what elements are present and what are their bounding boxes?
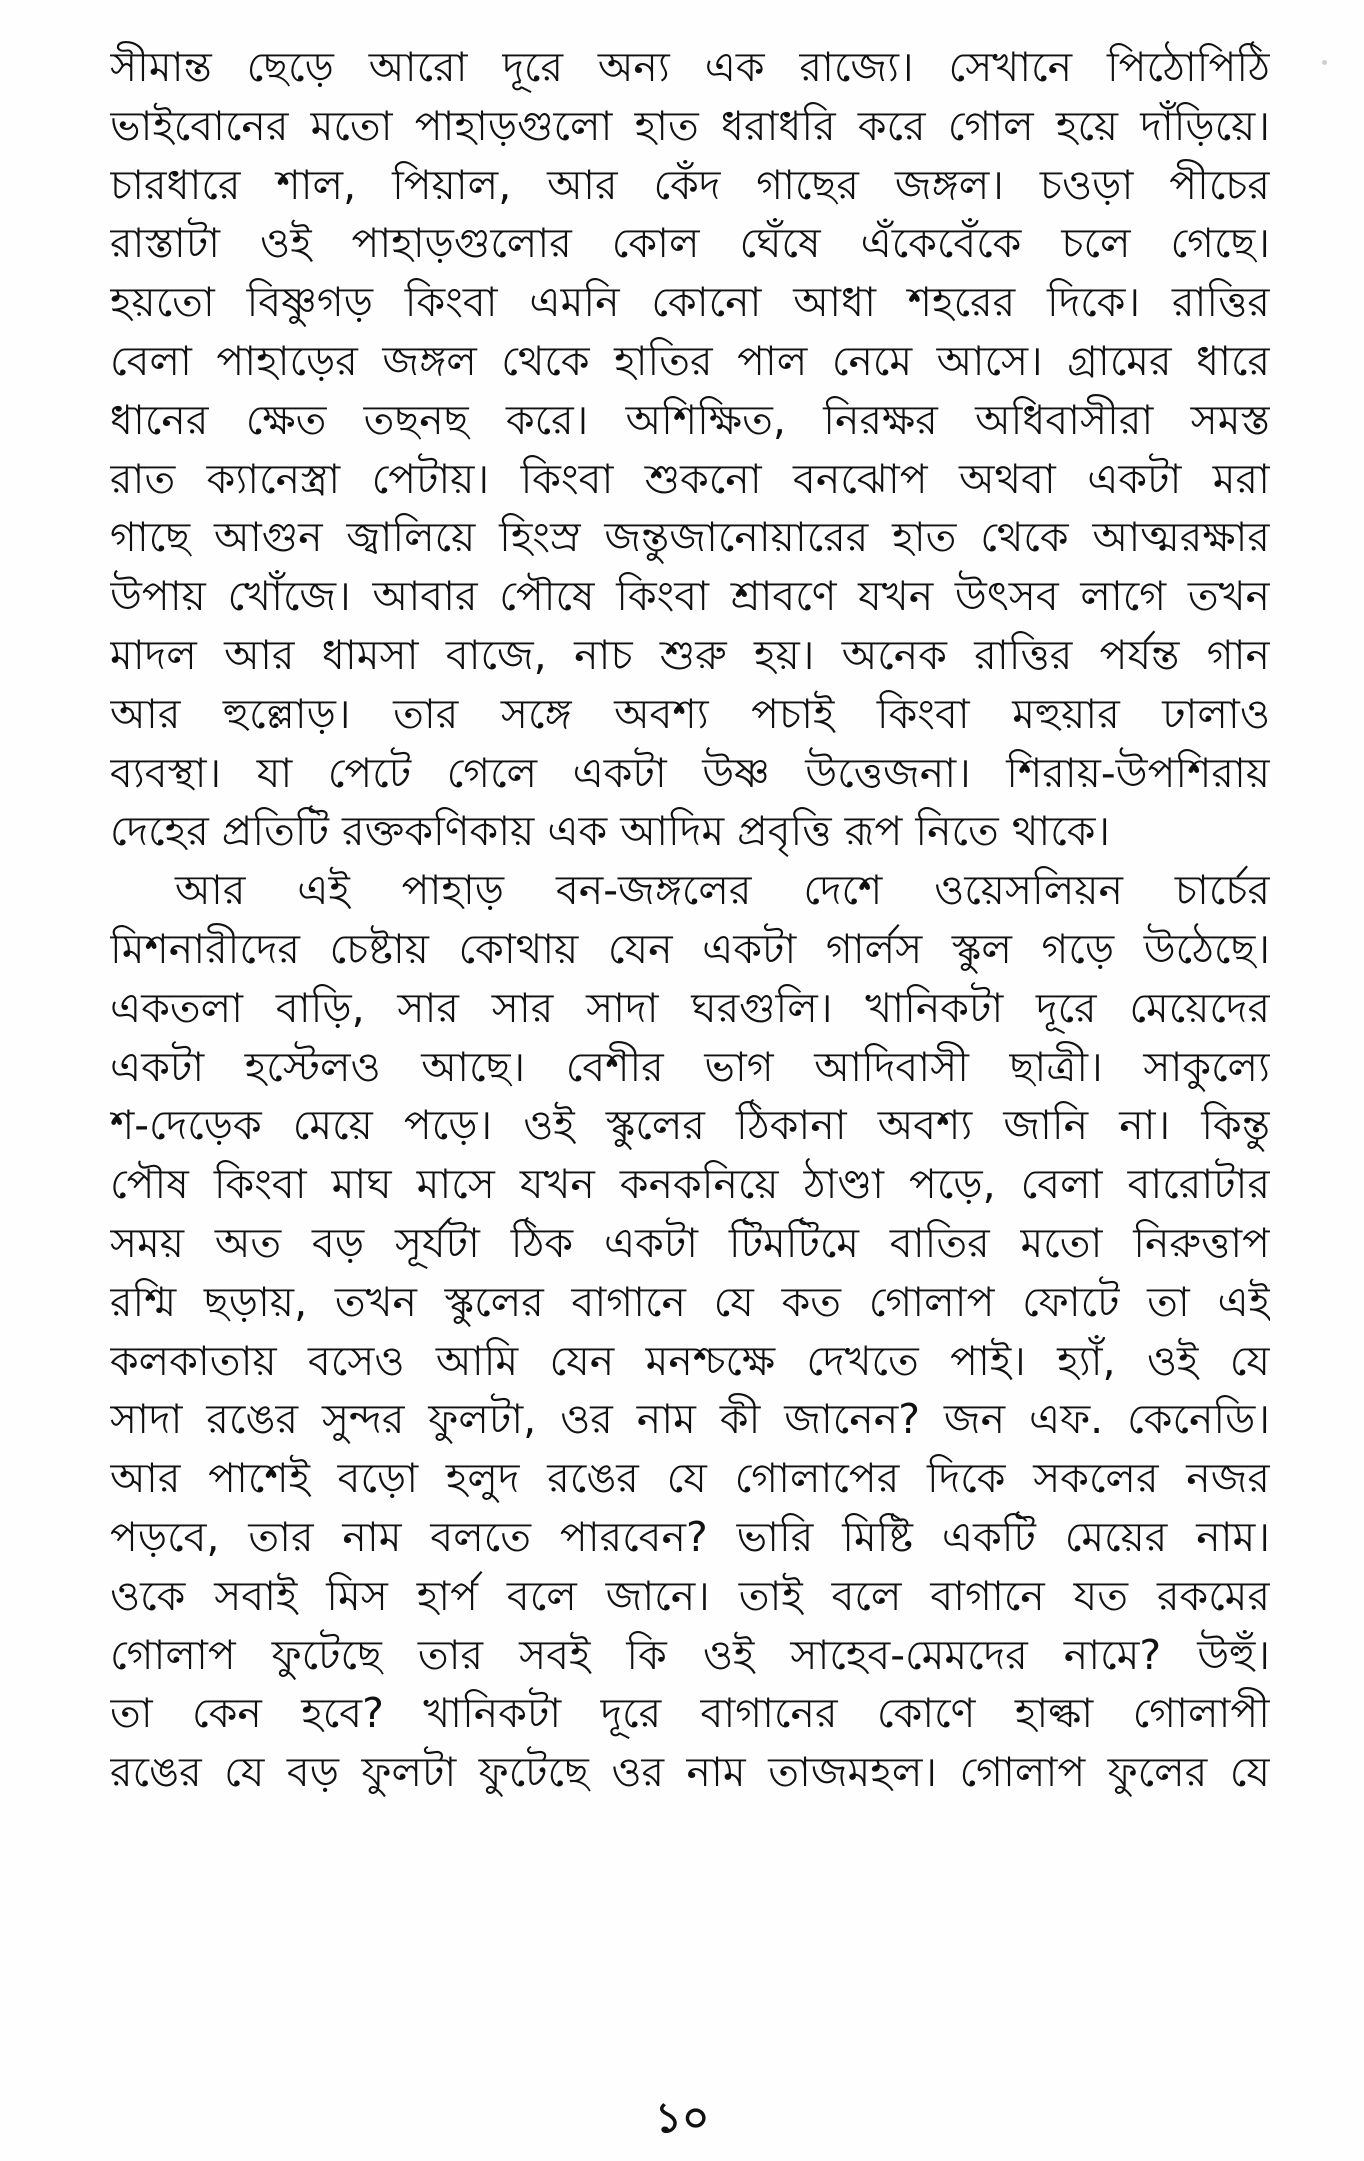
text-line: আর হুল্লোড়। তার সঙ্গে অবশ্য পচাই কিংবা মহুয়ার ঢালাও xyxy=(110,689,1270,738)
text-line: রঙের যে বড় ফুলটা ফুটেছে ওর নাম তাজমহল। গোলাপ ফুলের যে xyxy=(110,1748,1270,1797)
text-line: গোলাপ ফুটেছে তার সবই কি ওই সাহেব-মেমদের নামে? উহুঁ। xyxy=(110,1630,1270,1679)
text-line: আর পাশেই বড়ো হলুদ রঙের যে গোলাপের দিকে সকলের নজর xyxy=(110,1454,1270,1503)
text-line: গাছে আগুন জ্বালিয়ে হিংস্র জন্তুজানোয়ারের হাত থেকে আত্মরক্ষার xyxy=(110,513,1270,562)
paragraph-2 xyxy=(110,861,1270,1802)
text-line: রশ্মি ছড়ায়, তখন স্কুলের বাগানে যে কত গোলাপ ফোটে তা এই xyxy=(110,1277,1270,1326)
text-line: দেহের প্রতিটি রক্তকণিকায় এক আদিম প্রবৃত্তি রূপ নিতে থাকে। xyxy=(110,807,1111,856)
text-line: পৌষ কিংবা মাঘ মাসে যখন কনকনিয়ে ঠাণ্ডা পড়ে, বেলা বারোটার xyxy=(110,1160,1270,1209)
text-line: ধানের ক্ষেত তছনছ করে। অশিক্ষিত, নিরক্ষর অধিবাসীরা সমস্ত xyxy=(110,395,1270,444)
text-line: সময় অত বড় সূর্যটা ঠিক একটা টিমটিমে বাতির মতো নিরুত্তাপ xyxy=(110,1218,1270,1267)
text-line: হয়তো বিষ্ণুগড় কিংবা এমনি কোনো আধা শহরের দিকে। রাত্তির xyxy=(110,278,1270,327)
text-line: আর এই পাহাড় বন-জঙ্গলের দেশে ওয়েসলিয়ন চার্চের xyxy=(175,866,1270,915)
text-line: সীমান্ত ছেড়ে আরো দূরে অন্য এক রাজ্যে। সেখানে পিঠোপিঠি xyxy=(110,43,1270,91)
text-line: ওকে সবাই মিস হার্প বলে জানে। তাই বলে বাগানে যত রকমের xyxy=(110,1571,1270,1620)
page-number: ১০ xyxy=(654,2093,710,2142)
text-line: চারধারে শাল, পিয়াল, আর কেঁদ গাছের জঙ্গল। চওড়া পীচের xyxy=(110,160,1270,209)
text-line: মিশনারীদের চেষ্টায় কোথায় যেন একটা গার্লস স্কুল গড়ে উঠেছে। xyxy=(110,924,1270,973)
body-text xyxy=(110,38,1270,1802)
text-line: কলকাতায় বসেও আমি যেন মনশ্চক্ষে দেখতে পাই। হ্যাঁ, ওই যে xyxy=(110,1336,1270,1385)
text-line: একতলা বাড়ি, সার সার সাদা ঘরগুলি। খানিকটা দূরে মেয়েদের xyxy=(110,983,1270,1032)
text-line: বেলা পাহাড়ের জঙ্গল থেকে হাতির পাল নেমে আসে। গ্রামের ধারে xyxy=(110,336,1270,385)
text-line: উপায় খোঁজে। আবার পৌষে কিংবা শ্রাবণে যখন উৎসব লাগে তখন xyxy=(110,572,1270,621)
text-line: শ-দেড়েক মেয়ে পড়ে। ওই স্কুলের ঠিকানা অবশ্য জানি না। কিন্তু xyxy=(110,1101,1270,1150)
text-line: রাস্তাটা ওই পাহাড়গুলোর কোল ঘেঁষে এঁকেবেঁকে চলে গেছে। xyxy=(110,219,1270,268)
paper-speck xyxy=(1322,60,1327,65)
text-line: মাদল আর ধামসা বাজে, নাচ শুরু হয়। অনেক রাত্তির পর্যন্ত গান xyxy=(110,630,1270,679)
text-line: একটা হস্টেলও আছে। বেশীর ভাগ আদিবাসী ছাত্রী। সাকুল্যে xyxy=(110,1042,1270,1091)
paragraph-1 xyxy=(110,38,1270,861)
text-line: ব্যবস্থা। যা পেটে গেলে একটা উষ্ণ উত্তেজনা। শিরায়-উপশিরায় xyxy=(110,748,1270,797)
text-line: সাদা রঙের সুন্দর ফুলটা, ওর নাম কী জানেন? জন এফ. কেনেডি। xyxy=(110,1395,1270,1444)
text-line: রাত ক্যানেস্ত্রা পেটায়। কিংবা শুকনো বনঝোপ অথবা একটা মরা xyxy=(110,454,1270,503)
text-line: পড়বে, তার নাম বলতে পারবেন? ভারি মিষ্টি একটি মেয়ের নাম। xyxy=(110,1512,1270,1561)
text-line: তা কেন হবে? খানিকটা দূরে বাগানের কোণে হাল্কা গোলাপী xyxy=(110,1689,1270,1738)
text-line: ভাইবোনের মতো পাহাড়গুলো হাত ধরাধরি করে গোল হয়ে দাঁড়িয়ে। xyxy=(110,101,1270,150)
